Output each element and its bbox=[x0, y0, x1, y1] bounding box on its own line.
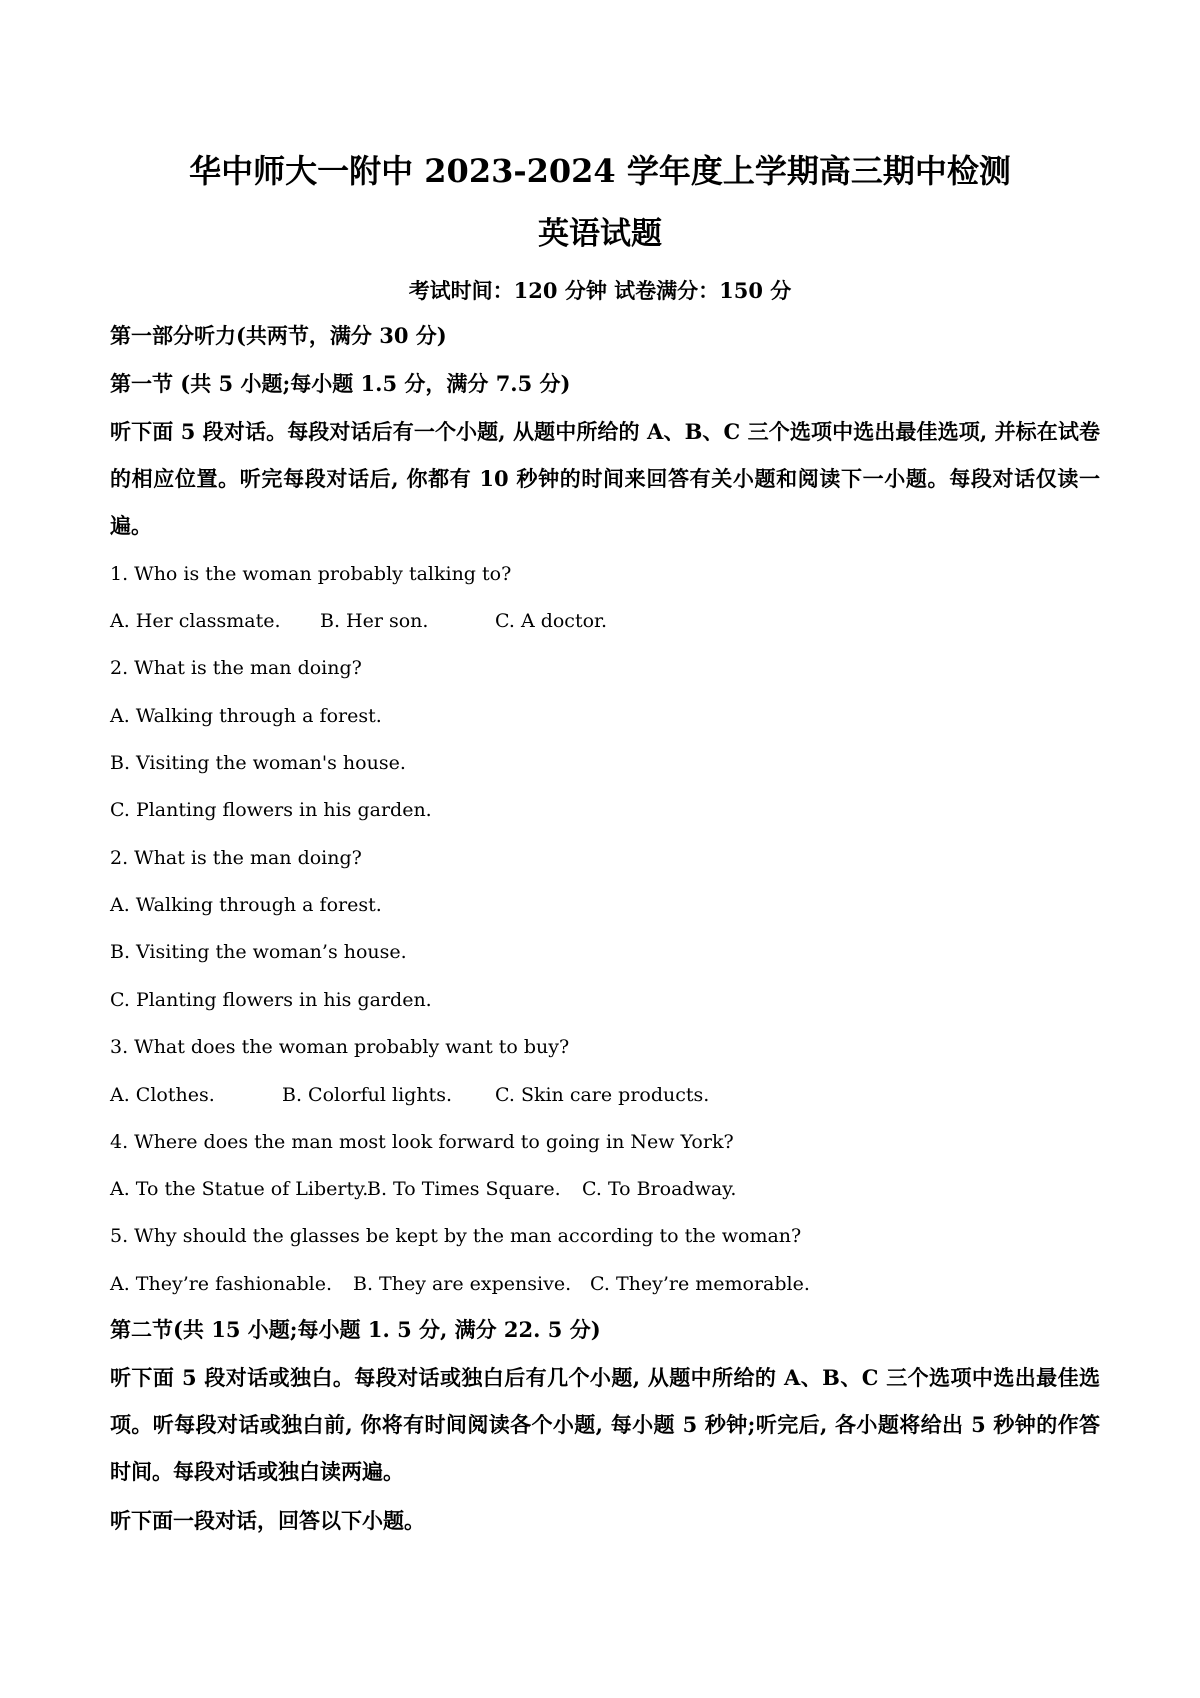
part1-heading: 第一部分听力(共两节，满分 30 分) bbox=[110, 323, 447, 348]
option-b: B. Visiting the woman's house. bbox=[110, 752, 406, 774]
question-stem: 4. Where does the man most look forward to going in New York? bbox=[110, 1131, 734, 1153]
option-b: B. Colorful lights. bbox=[282, 1084, 452, 1106]
option-a: A. Walking through a forest. bbox=[110, 705, 382, 727]
question-stem: 5. Why should the glasses be kept by the man according to the woman? bbox=[110, 1225, 802, 1247]
section1-heading: 第一节 (共 5 小题;每小题 1.5 分，满分 7.5 分) bbox=[110, 371, 571, 396]
exam-info: 考试时间：120 分钟 试卷满分：150 分 bbox=[408, 278, 792, 303]
section1-instructions: 听下面 5 段对话。每段对话后有一个小题, 从题中所给的 A、B、C 三个选项中选出最佳选项, 并标在试卷的相应位置。听完每段对话后, 你都有 10 秒钟的时间来回答有关小题和阅读下一小题。每段对话仅读一遍。 bbox=[110, 419, 1100, 538]
option-b: B. Her son. bbox=[320, 610, 429, 632]
exam-title: 华中师大一附中 2023-2024 学年度上学期高三期中检测 bbox=[189, 152, 1011, 190]
option-a: A. Clothes. bbox=[110, 1084, 215, 1106]
option-a: A. To the Statue of Liberty. bbox=[110, 1178, 369, 1200]
option-b: B. To Times Square. bbox=[367, 1178, 561, 1200]
option-b: B. Visiting the woman’s house. bbox=[110, 941, 407, 963]
option-a: A. They’re fashionable. bbox=[110, 1273, 333, 1295]
option-c: C. To Broadway. bbox=[582, 1178, 737, 1200]
question-options bbox=[110, 1270, 810, 1298]
question-stem: 1. Who is the woman probably talking to? bbox=[110, 563, 512, 585]
question-options bbox=[110, 607, 607, 635]
option-c: C. A doctor. bbox=[495, 610, 608, 632]
question-options bbox=[110, 1175, 736, 1203]
option-c: C. They’re memorable. bbox=[590, 1273, 810, 1295]
option-c: C. Planting flowers in his garden. bbox=[110, 989, 432, 1011]
option-c: C. Skin care products. bbox=[495, 1084, 710, 1106]
question-stem: 2. What is the man doing? bbox=[110, 657, 362, 679]
option-b: B. They are expensive. bbox=[353, 1273, 572, 1295]
option-c: C. Planting flowers in his garden. bbox=[110, 799, 432, 821]
section2-instructions: 听下面 5 段对话或独白。每段对话或独白后有几个小题, 从题中所给的 A、B、C 三个选项中选出最佳选项。听每段对话或独白前, 你将有时间阅读各个小题, 每小题 5 秒钟;听完后, 各小题将给出 5 秒钟的作答时间。每段对话或独白读两遍。 bbox=[110, 1365, 1100, 1484]
question-stem: 3. What does the woman probably want to buy? bbox=[110, 1036, 570, 1058]
question-stem: 2. What is the man doing? bbox=[110, 847, 362, 869]
option-a: A. Walking through a forest. bbox=[110, 894, 382, 916]
section2-heading: 第二节(共 15 小题;每小题 1. 5 分, 满分 22. 5 分) bbox=[110, 1317, 601, 1342]
exam-subtitle: 英语试题 bbox=[538, 216, 662, 252]
option-a: A. Her classmate. bbox=[110, 610, 281, 632]
section2-prompt: 听下面一段对话，回答以下小题。 bbox=[110, 1508, 425, 1533]
question-options bbox=[110, 1081, 709, 1109]
